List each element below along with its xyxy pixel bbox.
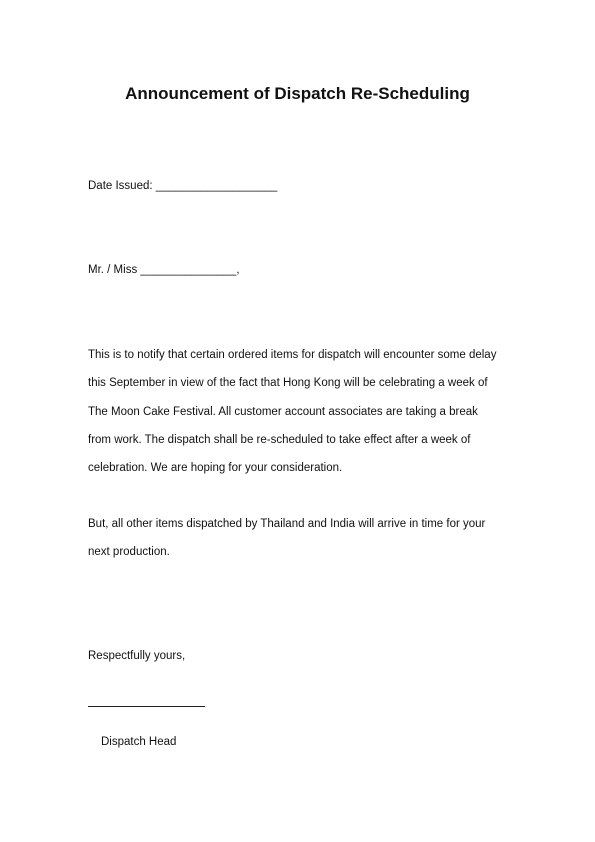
paragraph-line: But, all other items dispatched by Thailand and India will arrive in time for your [88,518,486,530]
salutation-line: Mr. / Miss _______________, [88,264,240,276]
body-paragraph-1 [88,341,528,482]
paragraph-line: next production. [88,546,170,559]
document-title: Announcement of Dispatch Re-Scheduling [125,84,470,103]
signatory-name: Dispatch Head [101,736,177,748]
body-paragraph-2 [88,510,528,567]
paragraph-line: from work. The dispatch shall be re-scheduled to take effect after a week of [88,433,471,446]
date-issued-line: Date Issued: ___________________ [88,180,278,192]
closing-line: Respectfully yours, [88,650,186,662]
paragraph-line: celebration. We are hoping for your consideration. [88,462,343,475]
paragraph-line: The Moon Cake Festival. All customer account associates are taking a break [88,405,478,418]
signature-line [88,706,205,707]
paragraph-line: this September in view of the fact that Hong Kong will be celebrating a week of [88,377,488,390]
paragraph-line: This is to notify that certain ordered items for dispatch will encounter some delay [88,349,497,361]
